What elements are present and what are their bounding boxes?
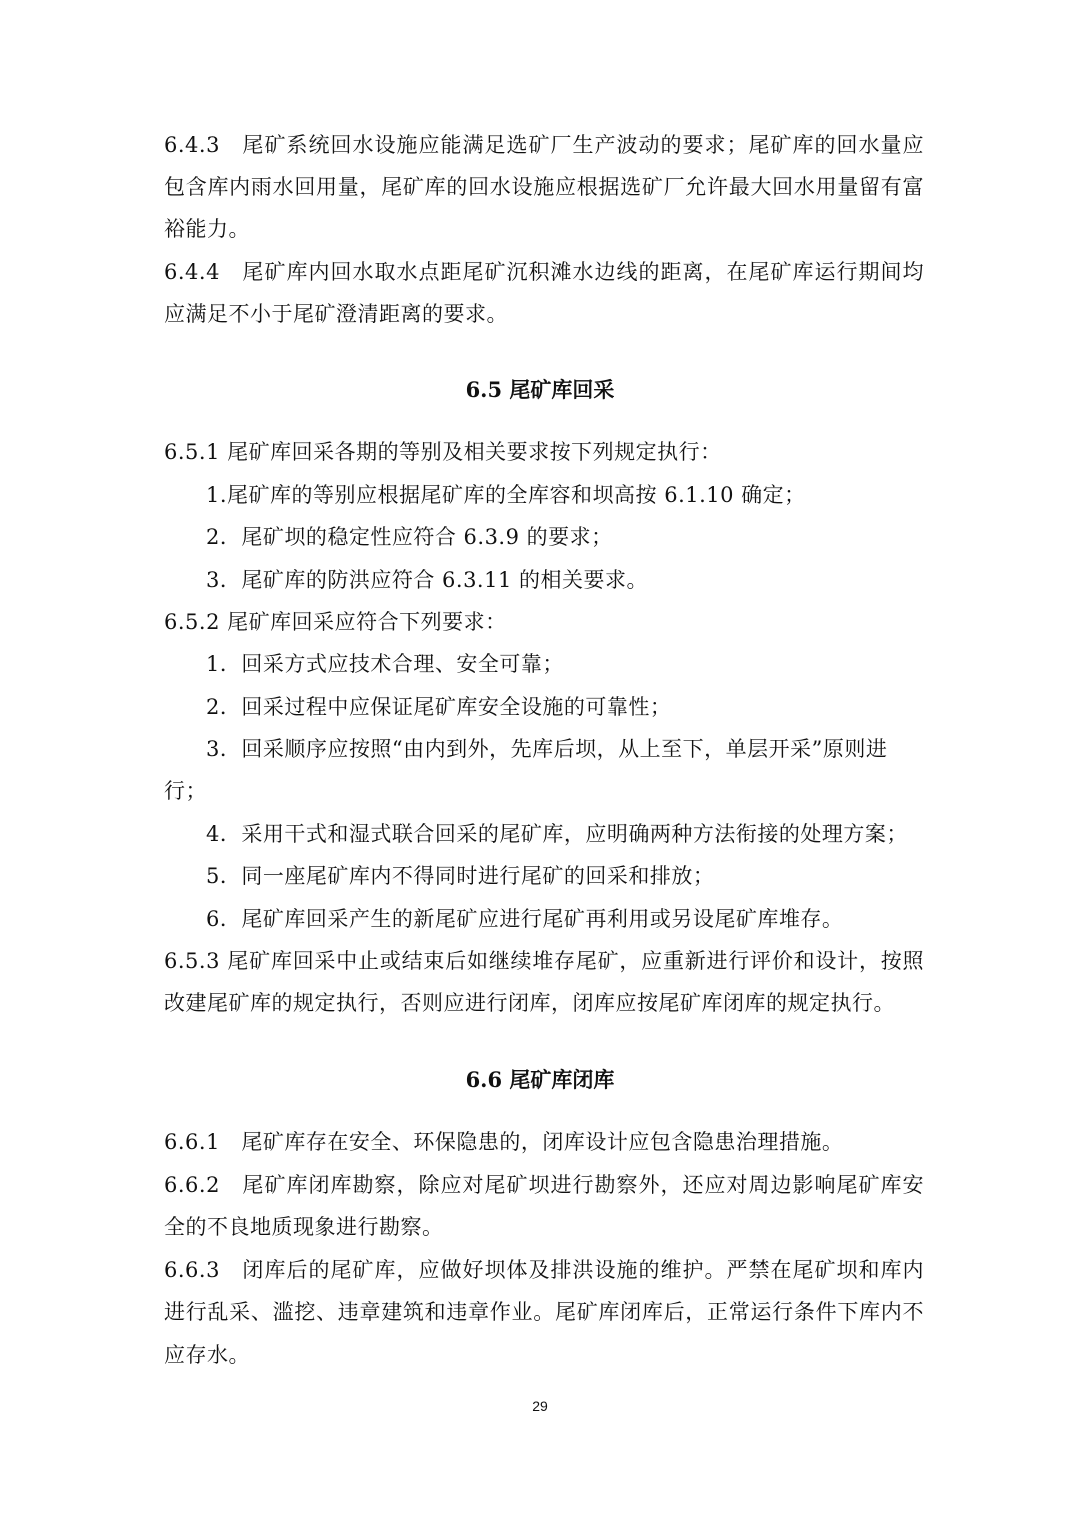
clause-6-4-4-line-2: 应满足不小于尾矿澄清距离的要求。	[164, 302, 508, 326]
clause-6-5-3-line-1: 6.5.3 尾矿库回采中止或结束后如继续堆存尾矿，应重新进行评价和设计，按照	[164, 949, 924, 973]
clause-6-5-2-item-2: 2．回采过程中应保证尾矿库安全设施的可靠性；	[206, 695, 672, 719]
clause-6-5-2-item-6: 6．尾矿库回采产生的新尾矿应进行尾矿再利用或另设尾矿库堆存。	[206, 907, 844, 931]
clause-6-5-1-item-1: 1.尾矿库的等别应根据尾矿库的全库容和坝高按 6.1.10 确定；	[206, 483, 806, 507]
clause-6-6-2-line-1: 6.6.2 尾矿库闭库勘察，除应对尾矿坝进行勘察外，还应对周边影响尾矿库安	[164, 1173, 924, 1197]
clause-6-6-3-line-1: 6.6.3 闭库后的尾矿库，应做好坝体及排洪设施的维护。严禁在尾矿坝和库内	[164, 1258, 924, 1282]
clause-6-5-1-item-2: 2．尾矿坝的稳定性应符合 6.3.9 的要求；	[206, 525, 613, 549]
clause-6-5-2-item-3-line-2: 行；	[164, 779, 207, 803]
clause-6-6-3-line-2: 进行乱采、滥挖、违章建筑和违章作业。尾矿库闭库后，正常运行条件下库内不	[164, 1300, 924, 1324]
clause-6-5-1-item-3: 3．尾矿库的防洪应符合 6.3.11 的相关要求。	[206, 568, 649, 592]
clause-6-4-3-line-2: 包含库内雨水回用量，尾矿库的回水设施应根据选矿厂允许最大回水用量留有富	[164, 175, 924, 199]
clause-6-6-2-line-2: 全的不良地质现象进行勘察。	[164, 1215, 444, 1239]
clause-6-5-2-item-4: 4．采用干式和湿式联合回采的尾矿库，应明确两种方法衔接的处理方案；	[206, 822, 908, 846]
clause-6-5-3-line-2: 改建尾矿库的规定执行，否则应进行闭库，闭库应按尾矿库闭库的规定执行。	[164, 991, 895, 1015]
page-number: 29	[532, 1398, 548, 1414]
clause-6-5-2-item-5: 5．同一座尾矿库内不得同时进行尾矿的回采和排放；	[206, 864, 715, 888]
clause-6-5-2: 6.5.2 尾矿库回采应符合下列要求：	[164, 610, 507, 634]
clause-6-6-1: 6.6.1 尾矿库存在安全、环保隐患的，闭库设计应包含隐患治理措施。	[164, 1130, 844, 1154]
clause-6-5-1: 6.5.1 尾矿库回采各期的等别及相关要求按下列规定执行：	[164, 440, 722, 464]
clause-6-4-3-line-1: 6.4.3 尾矿系统回水设施应能满足选矿厂生产波动的要求；尾矿库的回水量应	[164, 133, 924, 157]
clause-6-5-2-item-1: 1．回采方式应技术合理、安全可靠；	[206, 652, 564, 676]
clause-6-4-3-line-3: 裕能力。	[164, 217, 250, 241]
section-heading-6-5: 6.5 尾矿库回采	[465, 377, 615, 402]
clause-6-6-3-line-3: 应存水。	[164, 1343, 250, 1367]
clause-6-4-4-line-1: 6.4.4 尾矿库内回水取水点距尾矿沉积滩水边线的距离，在尾矿库运行期间均	[164, 260, 924, 284]
clause-6-5-2-item-3-line-1: 3．回采顺序应按照“由内到外，先库后坝，从上至下，单层开采”原则进	[206, 737, 888, 761]
section-heading-6-6: 6.6 尾矿库闭库	[465, 1067, 615, 1092]
